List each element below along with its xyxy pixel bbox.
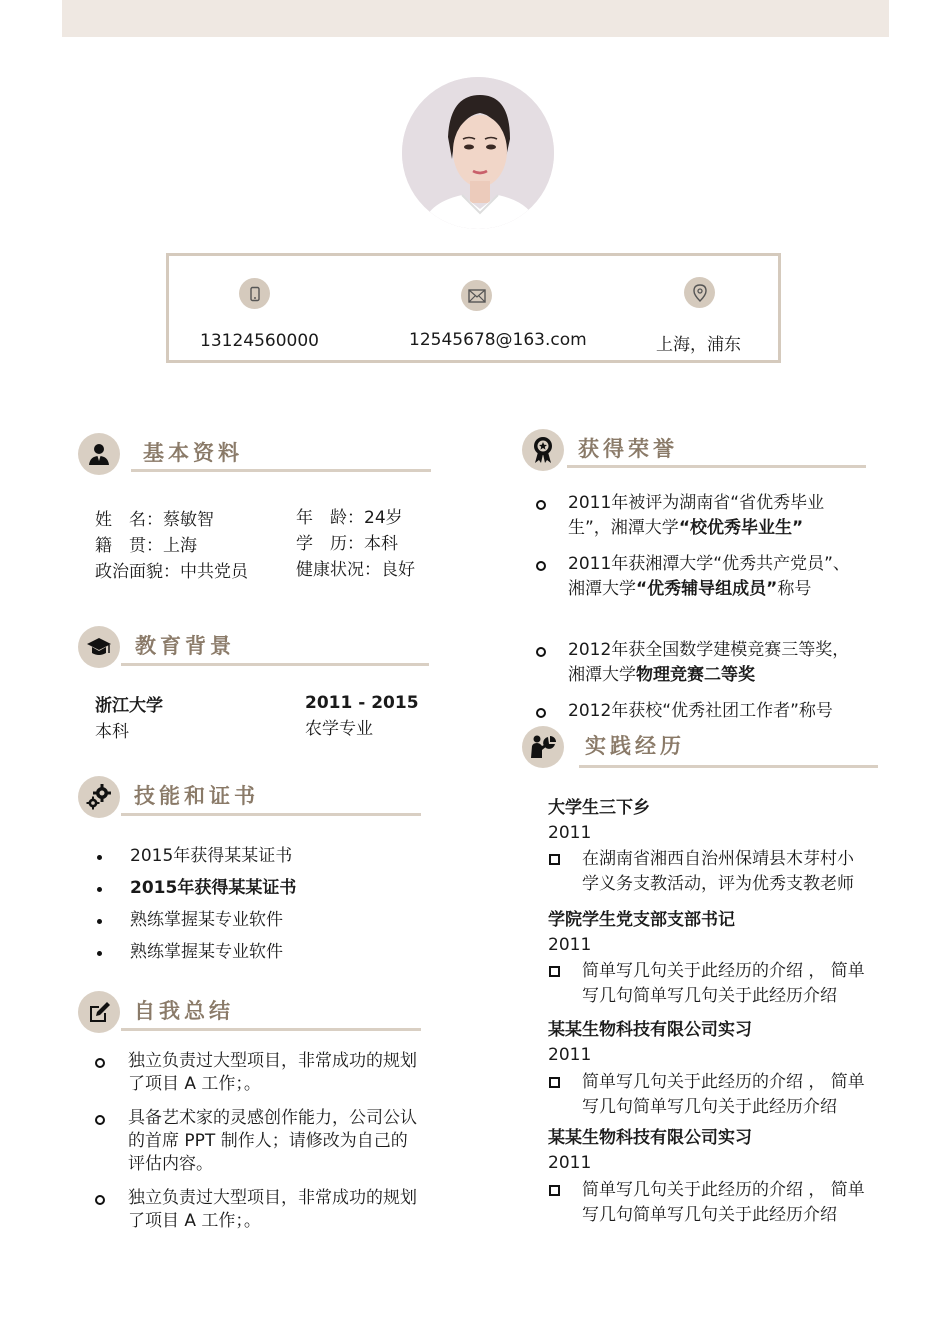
practice-year: 2011 — [548, 1153, 592, 1173]
email-text: 12545678@163.com — [409, 330, 587, 350]
contact-box — [166, 253, 781, 363]
honor-item: 2012年获校“优秀社团工作者”称号 — [568, 701, 833, 721]
skill-item: 2015年获得某某证书 — [130, 878, 297, 898]
summary-item: 独立负责过大型项目，非常成功的规划了项目 A 工作；。 — [128, 1051, 417, 1094]
edu-row: 学 历：本科 — [296, 534, 398, 554]
school-name: 浙江大学 — [95, 696, 163, 716]
bullet — [97, 951, 102, 956]
person-icon — [78, 433, 120, 475]
age-row: 年 龄：24岁 — [296, 508, 403, 528]
skill-item: 熟练掌握某专业软件 — [130, 942, 283, 962]
bullet — [549, 1077, 560, 1088]
name-row: 姓 名：蔡敏智 — [95, 510, 214, 530]
skill-item: 2015年获得某某证书 — [130, 846, 293, 866]
section-divider — [121, 1028, 421, 1031]
practice-desc: 简单写几句关于此经历的介绍 ， 简单写几句简单写几句关于此经历介绍 — [582, 1072, 865, 1117]
location-icon — [684, 277, 715, 308]
section-divider — [121, 813, 421, 816]
bullet — [97, 855, 102, 860]
bullet — [97, 887, 102, 892]
graduation-cap-icon — [78, 626, 120, 668]
section-divider — [567, 465, 866, 468]
section-title-summary: 自我总结 — [134, 999, 234, 1023]
practice-name: 某某生物科技有限公司实习 — [548, 1128, 752, 1148]
phone-icon — [239, 278, 270, 309]
summary-item: 具备艺术家的灵感创作能力，公司公认的首席 PPT 制作人；请修改为自己的评估内容。 — [128, 1108, 417, 1174]
practice-year: 2011 — [548, 1045, 592, 1065]
avatar — [402, 77, 554, 229]
bullet — [536, 708, 546, 718]
bullet — [549, 854, 560, 865]
top-bar — [62, 0, 889, 37]
bullet — [95, 1195, 105, 1205]
bullet — [536, 647, 546, 657]
bullet — [549, 1185, 560, 1196]
health-row: 健康状况：良好 — [296, 560, 415, 580]
honor-item: 2011年获湘潭大学“优秀共产党员”、湘潭大学“优秀辅导组成员”称号 — [568, 554, 850, 599]
practice-name: 大学生三下乡 — [548, 798, 650, 818]
bullet — [97, 919, 102, 924]
section-divider — [579, 765, 878, 768]
section-divider — [121, 663, 429, 666]
summary-item: 独立负责过大型项目，非常成功的规划了项目 A 工作；。 — [128, 1188, 417, 1231]
edit-icon — [78, 991, 120, 1033]
native-row: 籍 贯：上海 — [95, 536, 197, 556]
section-divider — [131, 469, 431, 472]
section-title-basic: 基本资料 — [143, 441, 243, 465]
practice-desc: 简单写几句关于此经历的介绍 ， 简单写几句简单写几句关于此经历介绍 — [582, 961, 865, 1006]
phone-text: 13124560000 — [200, 331, 319, 351]
bullet — [536, 500, 546, 510]
degree: 本科 — [95, 722, 129, 742]
major: 农学专业 — [305, 719, 373, 739]
section-title-education: 教育背景 — [135, 634, 235, 658]
section-title-skills: 技能和证书 — [134, 784, 259, 808]
practice-name: 某某生物科技有限公司实习 — [548, 1020, 752, 1040]
location-text: 上海，浦东 — [656, 335, 741, 355]
portrait-image — [402, 77, 554, 229]
gears-icon — [78, 776, 120, 818]
bullet — [95, 1058, 105, 1068]
honor-item: 2011年被评为湖南省“省优秀毕业生”，湘潭大学“校优秀毕业生” — [568, 493, 825, 538]
political-row: 政治面貌：中共党员 — [95, 562, 248, 582]
section-title-honors: 获得荣誉 — [578, 437, 678, 461]
award-ribbon-icon — [522, 429, 564, 471]
edu-years: 2011 - 2015 — [305, 693, 419, 713]
section-title-practice: 实践经历 — [585, 734, 685, 758]
skill-item: 熟练掌握某专业软件 — [130, 910, 283, 930]
presenter-chart-icon — [522, 726, 564, 768]
practice-desc: 简单写几句关于此经历的介绍 ， 简单写几句简单写几句关于此经历介绍 — [582, 1180, 865, 1225]
practice-year: 2011 — [548, 935, 592, 955]
bullet — [95, 1115, 105, 1125]
bullet — [536, 561, 546, 571]
practice-year: 2011 — [548, 823, 592, 843]
honor-item: 2012年获全国数学建模竞赛三等奖，湘潭大学物理竞赛二等奖 — [568, 640, 850, 685]
bullet — [549, 966, 560, 977]
practice-desc: 在湖南省湘西自治州保靖县木芽村小学义务支教活动，评为优秀支教老师 — [582, 849, 854, 894]
mail-icon — [461, 280, 492, 311]
practice-name: 学院学生党支部支部书记 — [548, 910, 735, 930]
